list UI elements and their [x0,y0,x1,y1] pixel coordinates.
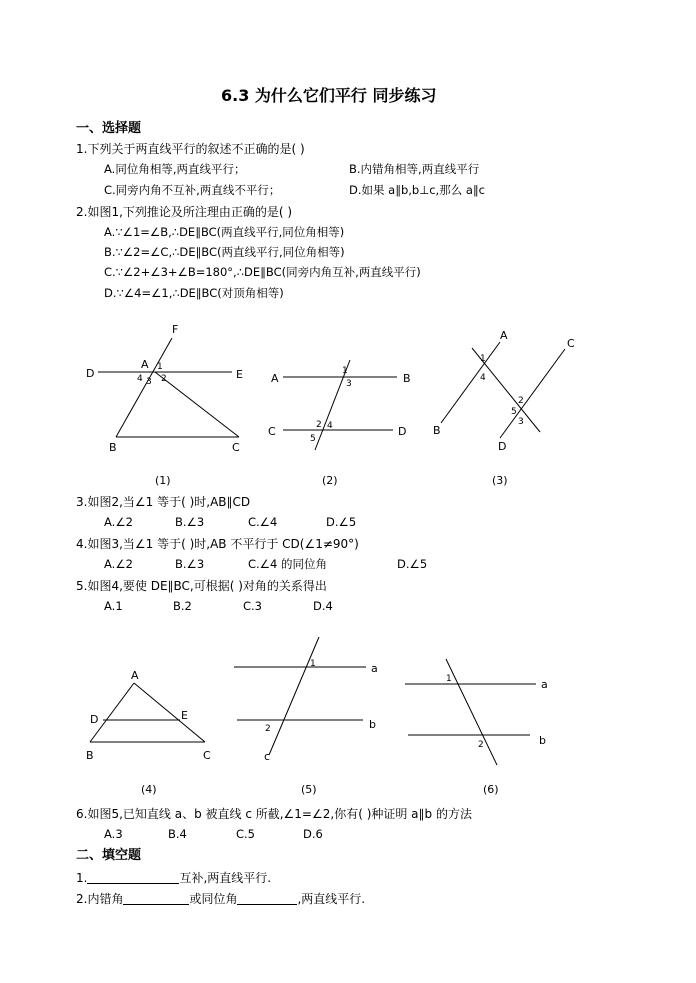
fig3-label-c: C [567,337,575,350]
question-3-option-a: A.∠2 [104,515,133,529]
question-6-option-b: B.4 [168,827,187,841]
section-heading-fill: 二、填空题 [76,848,142,863]
question-6-option-a: A.3 [104,827,123,841]
question-2-option-b: B.∵∠2=∠C,∴DE∥BC(两直线平行,同位角相等) [104,245,345,259]
question-5-option-b: B.2 [173,599,192,613]
fig5-label-b: b [369,718,376,731]
fig6-label-b: b [539,734,546,747]
fig6-label-a: a [541,678,548,691]
figure-5 [234,637,366,755]
fig3-angle-5: 5 [511,407,517,417]
fig2-angle-1: 1 [342,366,348,376]
fig1-angle-2: 2 [161,374,167,384]
fig1-caption: (1) [155,474,171,487]
fig2-angle-4: 4 [327,421,333,431]
question-3-stem: 3.如图2,当∠1 等于( )时,AB∥CD [76,495,251,509]
fig5-line-c [269,637,319,755]
fig1-label-e: E [236,368,243,381]
fill-2-suffix: ,两直线平行. [297,892,366,906]
question-4-stem: 4.如图3,当∠1 等于( )时,AB 不平行于 CD(∠1≠90°) [76,537,359,551]
question-3-option-c: C.∠4 [248,515,278,529]
fig3-angle-2: 2 [518,396,524,406]
fill-1-prefix: 1. [76,871,88,885]
fig3-angle-3: 3 [518,417,524,427]
fig2-caption: (2) [322,474,338,487]
fig4-caption: (4) [141,783,157,796]
fig6-angle-2: 2 [478,740,484,750]
fig1-label-d: D [86,367,95,380]
question-3-option-b: B.∠3 [175,515,205,529]
question-6-stem: 6.如图5,已知直线 a、b 被直线 c 所截,∠1=∠2,你有( )种证明 a∥b 的方法 [76,807,472,821]
fill-2-middle: 或同位角 [189,892,238,906]
fig3-caption: (3) [492,474,508,487]
question-1-option-c: C.同旁内角不互补,两直线不平行； [104,183,281,197]
fig2-label-b: B [403,372,411,385]
figure-6 [405,659,536,765]
fig6-transversal [446,659,497,765]
fig4-label-c: C [203,749,211,762]
fig5-angle-2: 2 [265,724,271,734]
fig4-label-b: B [86,749,94,762]
question-5-option-a: A.1 [104,599,123,613]
fill-2-prefix: 2.内错角 [76,892,124,906]
question-3-option-d: D.∠5 [326,515,357,529]
fig5-label-a: a [371,662,378,675]
question-4-option-d: D.∠5 [397,557,428,571]
fig1-angle-4: 4 [137,374,143,384]
fig4-segment-ac [134,683,205,742]
fig1-label-f: F [172,323,179,336]
fig1-label-b: B [109,441,117,454]
fig5-angle-1: 1 [310,659,316,669]
question-4-option-c: C.∠4 的同位角 [248,557,327,571]
question-6-option-d: D.6 [303,827,323,841]
question-5-option-c: C.3 [243,599,263,613]
fig4-label-e: E [181,709,188,722]
fig3-label-b: B [433,424,441,437]
question-2-option-a: A.∵∠1=∠B,∴DE∥BC(两直线平行,同位角相等) [104,225,345,239]
fill-question-1 [76,871,271,884]
question-5-stem: 5.如图4,要使 DE∥BC,可根据( )对角的关系得出 [76,579,327,593]
page-title: 6.3 为什么它们平行 同步练习 [221,86,437,105]
fill-2-blank-2[interactable] [237,892,297,905]
fig2-label-c: C [268,425,276,438]
question-2-option-d: D.∵∠4=∠1,∴DE∥BC(对顶角相等) [104,286,284,300]
fig4-label-d: D [90,713,99,726]
fill-1-blank[interactable] [87,871,179,884]
fig2-label-a: A [271,372,279,385]
fig2-angle-5: 5 [310,434,316,444]
fig3-label-d: D [498,440,507,453]
fig5-caption: (5) [301,783,317,796]
question-2-option-c: C.∵∠2+∠3+∠B=180°,∴DE∥BC(同旁内角互补,两直线平行) [104,265,421,279]
fig2-angle-3: 3 [346,379,352,389]
fill-question-2 [76,892,365,905]
fig3-angle-1: 1 [480,354,486,364]
fig6-caption: (6) [483,783,499,796]
question-4-option-b: B.∠3 [175,557,205,571]
fig6-angle-1: 1 [446,674,452,684]
question-1-stem: 1.下列关于两直线平行的叙述不正确的是( ) [76,142,305,156]
fig2-label-d: D [398,425,407,438]
fig2-angle-2: 2 [316,420,322,430]
fig3-label-a: A [500,329,508,342]
fig3-angle-4: 4 [480,373,486,383]
question-1-option-b: B.内错角相等,两直线平行 [349,162,480,176]
fig1-label-a: A [141,358,149,371]
question-5-option-d: D.4 [313,599,333,613]
question-6-option-c: C.5 [236,827,256,841]
question-1-option-d: D.如果 a∥b,b⊥c,那么 a∥c [349,183,485,197]
fill-2-blank-1[interactable] [123,892,189,905]
fill-1-suffix: 互补,两直线平行. [179,871,272,885]
fig1-label-c: C [232,441,240,454]
fig5-label-c: c [264,750,271,763]
section-heading-choice: 一、选择题 [76,121,142,136]
fig1-angle-1: 1 [157,362,163,372]
question-2-stem: 2.如图1,下列推论及所注理由正确的是( ) [76,205,293,219]
question-1-option-a: A.同位角相等,两直线平行； [104,162,246,176]
fig1-angle-3: 3 [146,377,152,387]
fig4-label-a: A [131,669,139,682]
question-4-option-a: A.∠2 [104,557,133,571]
